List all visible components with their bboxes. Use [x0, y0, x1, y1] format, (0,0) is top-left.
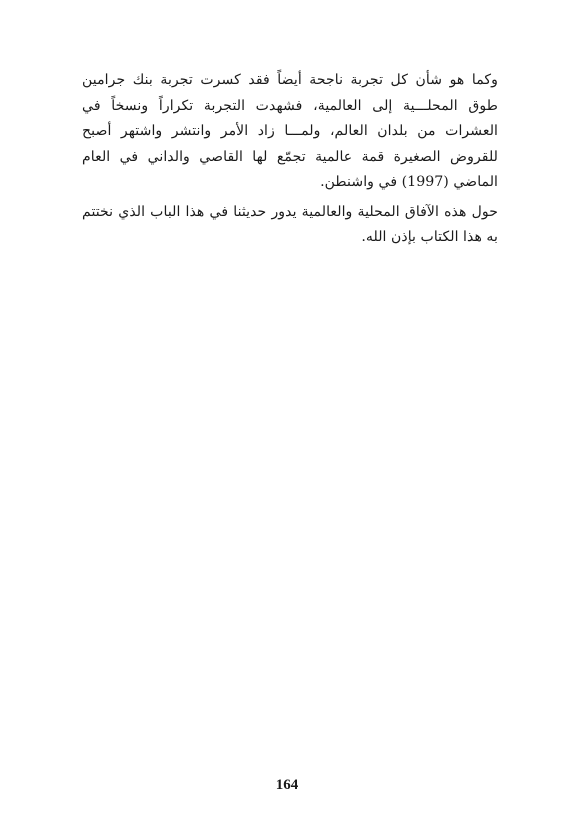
page-number: 164 — [275, 777, 299, 793]
paragraph-2: حول هذه الآفاق المحلية والعالمية يدور حديثنا في هذا الباب الذي نختتم به هذا الكتاب بإذن الله. — [82, 203, 498, 245]
paragraph-1: وكما هو شأن كل تجربة ناجحة أيضاً فقد كسرت تجربة بنك جرامين طوق المحلـــية إلى العالمية، فشهدت التجربة تكراراً ونسخاً في العشرات من بلدان العالم، ولمـــا زاد الأمر وانتشر واشتهر أصبح للقروض الصغيرة قمة عالمية تجمّع لها القاصي والداني في العام الماضي (1997) في واشنطن. — [82, 72, 498, 190]
body-text — [82, 68, 498, 251]
